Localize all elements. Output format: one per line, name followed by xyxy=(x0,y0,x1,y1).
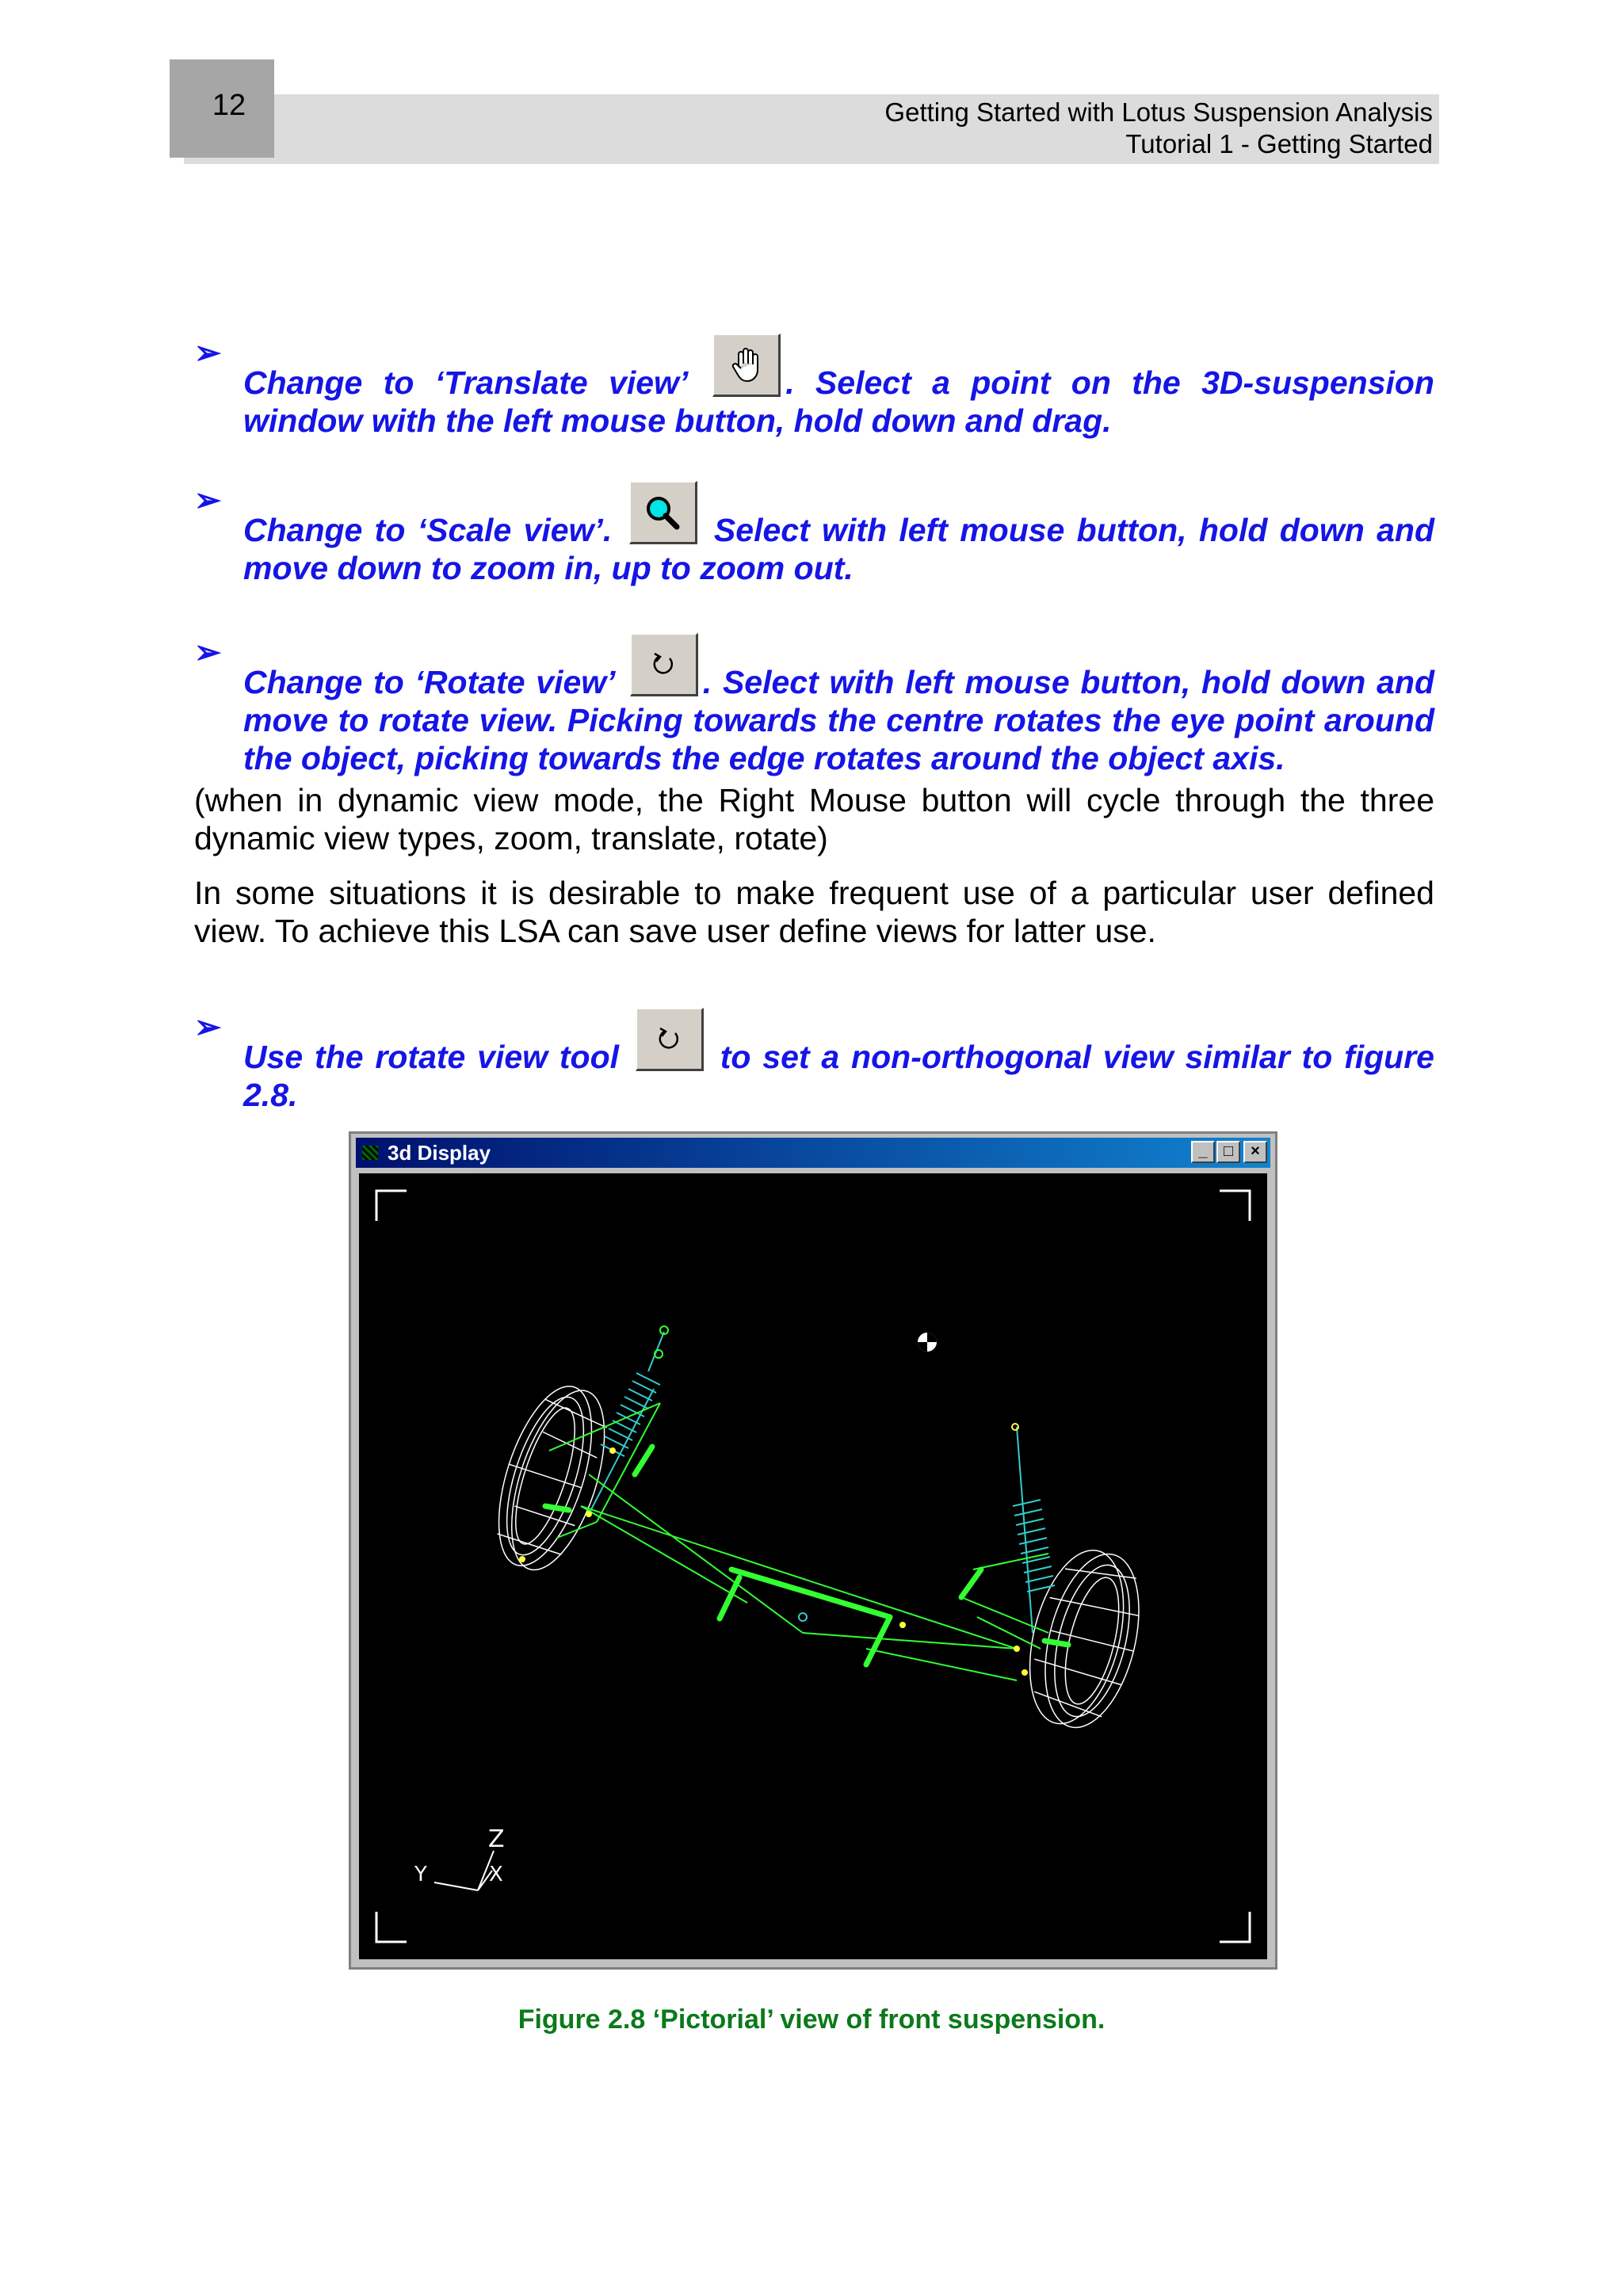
close-button[interactable]: × xyxy=(1243,1141,1267,1163)
axis-label-x: X xyxy=(489,1863,503,1886)
bullet-rotate xyxy=(194,633,1434,777)
rotate-icon xyxy=(649,650,678,679)
bullet-translate xyxy=(194,334,1434,440)
3d-display-window xyxy=(349,1131,1277,1970)
bullet-rotate-text-b: . Select with left mouse button, hold down and move to rotate view. Picking towards the centre rotates the eye point around the object, picking towards the edge rotates around the object axis. xyxy=(243,664,1434,776)
bullet-translate-text-a: Change to ‘Translate view’ xyxy=(243,364,687,401)
page-number: 12 xyxy=(212,89,246,122)
paragraph-user-views: In some situations it is desirable to make frequent use of a particular user defined view. To achieve this LSA can save user define views for latter use. xyxy=(194,875,1434,949)
bullet-arrow: ➢ xyxy=(194,634,222,670)
origin-marker xyxy=(799,1613,807,1621)
left-spring xyxy=(589,1326,668,1514)
scale-view-button[interactable] xyxy=(629,481,697,544)
rotate-view-button[interactable] xyxy=(630,633,698,696)
bullet-arrow: ➢ xyxy=(194,334,222,371)
figure-caption: Figure 2.8 ‘Pictorial’ view of front suspension. xyxy=(517,2004,1106,2035)
axis-label-z: Z xyxy=(488,1825,505,1853)
steering-rack xyxy=(545,1447,1068,1665)
bullet-rotate-text-a: Change to ‘Rotate view’ xyxy=(243,664,615,700)
hand-icon xyxy=(729,346,764,384)
viewport-corners xyxy=(376,1191,1250,1942)
suspension-wireframe xyxy=(359,1173,1267,1959)
magnifier-icon xyxy=(643,494,682,532)
window-titlebar[interactable] xyxy=(356,1138,1270,1168)
bullet-arrow: ➢ xyxy=(194,1009,222,1045)
bullet-rotate-tool xyxy=(194,1008,1434,1114)
paragraph-dynamic-view: (when in dynamic view mode, the Right Mouse button will cycle through the three dynamic view types, zoom, translate, rotate) xyxy=(194,782,1434,856)
bullet-scale-text-b: Select with left mouse button, hold down and move down to zoom in, up to zoom out. xyxy=(243,512,1434,586)
window-title: 3d Display xyxy=(388,1141,491,1165)
bullet-scale-text-a: Change to ‘Scale view’. xyxy=(243,512,613,548)
axis-triad xyxy=(434,1851,494,1890)
axis-label-y: Y xyxy=(414,1863,427,1886)
rotate-icon xyxy=(655,1025,683,1054)
bullet-rotate-tool-text-b: to set a non-orthogonal view similar to figure 2.8. xyxy=(243,1039,1434,1113)
header-title: Getting Started with Lotus Suspension Analysis xyxy=(884,97,1433,127)
rotate-tool-button[interactable] xyxy=(636,1008,704,1071)
running-header xyxy=(884,97,1433,160)
app-icon xyxy=(362,1146,378,1160)
3d-viewport[interactable] xyxy=(359,1173,1267,1959)
left-wheel xyxy=(480,1375,623,1581)
bullet-arrow: ➢ xyxy=(194,482,222,518)
translate-view-button[interactable] xyxy=(712,334,781,397)
joint-markers xyxy=(519,1447,1028,1676)
maximize-button[interactable]: □ xyxy=(1216,1141,1240,1163)
minimize-button[interactable]: _ xyxy=(1191,1141,1215,1163)
cog-marker xyxy=(918,1333,937,1352)
header-subtitle: Tutorial 1 - Getting Started xyxy=(1125,129,1433,158)
bullet-rotate-tool-text-a: Use the rotate view tool xyxy=(243,1039,620,1075)
bullet-translate-text-b: . Select a point on the 3D-suspension window with the left mouse button, hold down and drag. xyxy=(243,364,1434,439)
bullet-scale xyxy=(194,481,1434,587)
right-spring xyxy=(1012,1424,1055,1633)
